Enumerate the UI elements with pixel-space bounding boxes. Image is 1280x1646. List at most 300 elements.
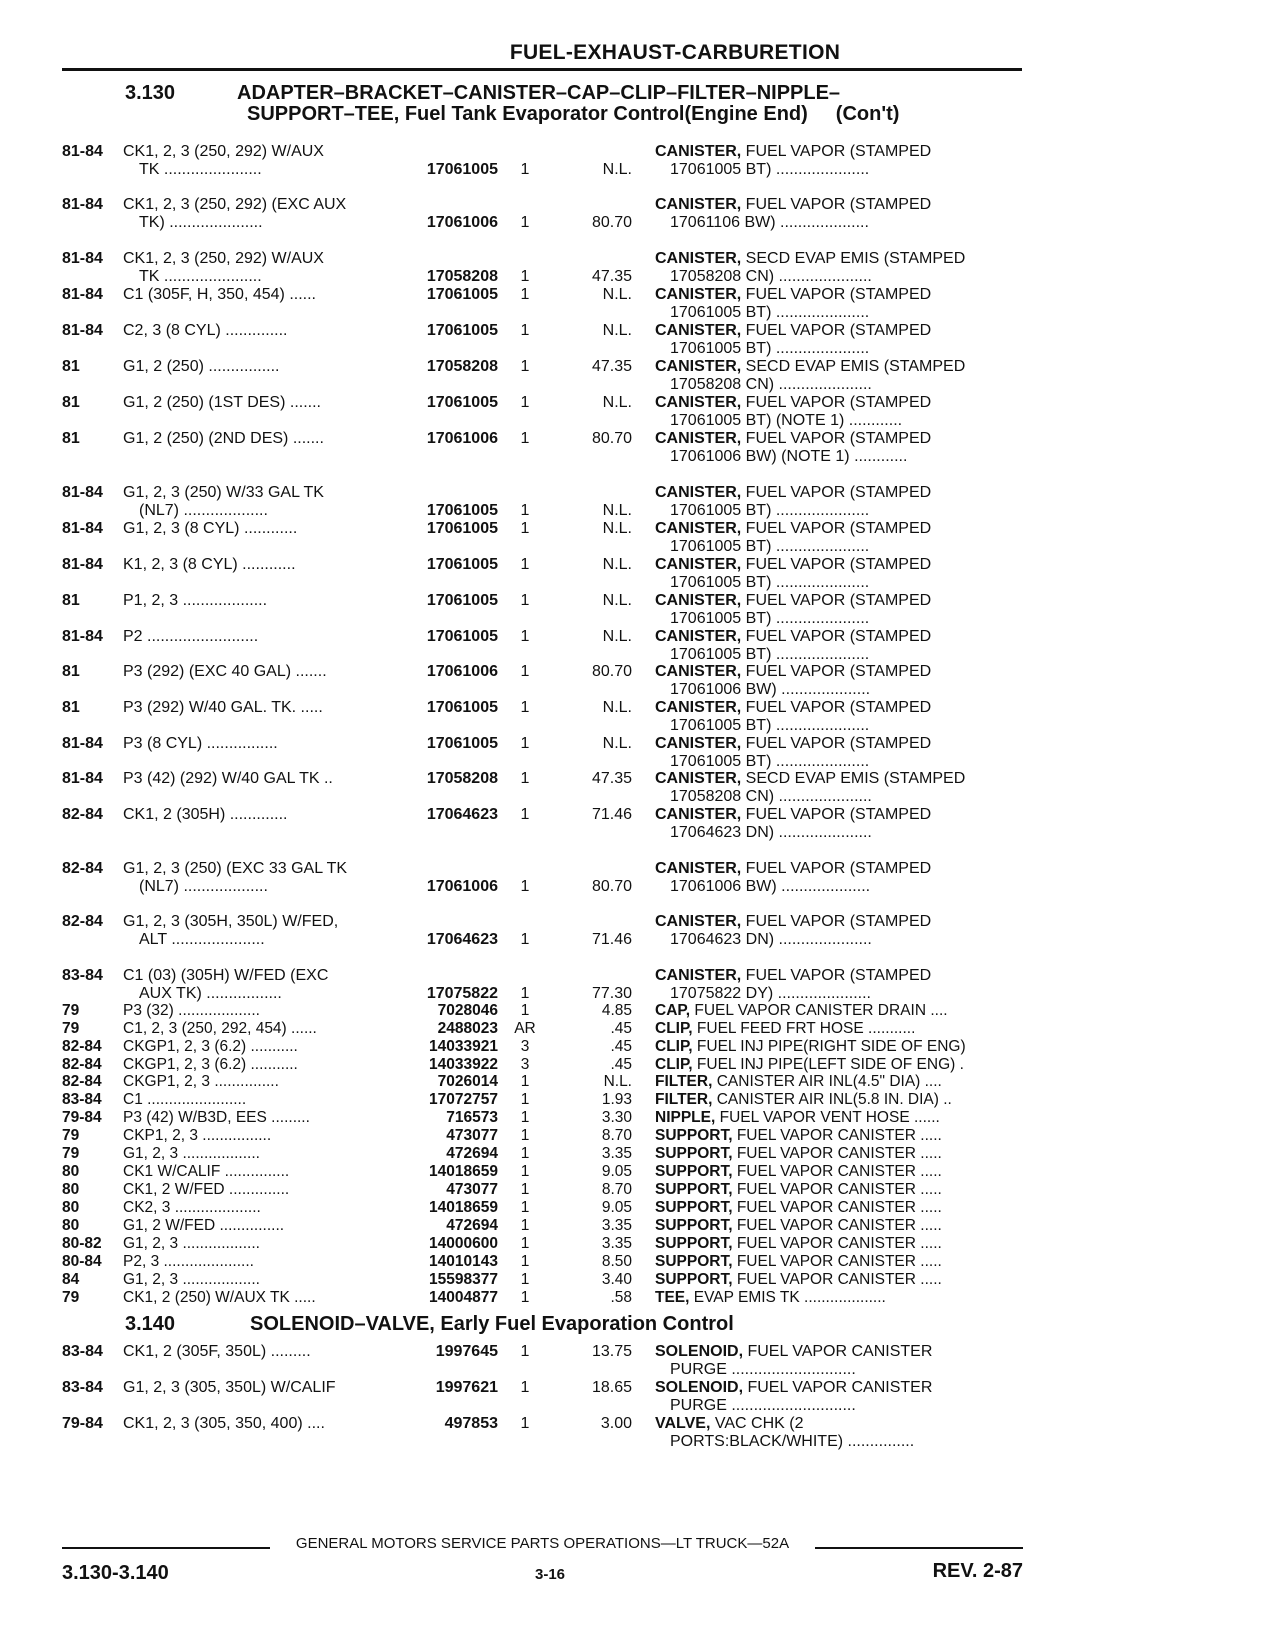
description-keyword: FILTER,	[655, 1091, 713, 1108]
application	[123, 286, 398, 304]
quantity: 1	[520, 322, 530, 339]
description-keyword: CANISTER,	[655, 770, 742, 787]
description	[655, 1379, 1025, 1415]
continued-label: (Con't)	[835, 103, 900, 125]
description-line1	[655, 520, 931, 537]
price: 9.05	[601, 1199, 632, 1216]
description-line2: 17061005 BT) (NOTE 1) ............	[670, 412, 903, 429]
part-number: 17061006	[426, 430, 498, 447]
price: N.L.	[602, 699, 632, 716]
description	[655, 1127, 1025, 1144]
part-number: 17058208	[426, 770, 498, 787]
description-line2: 17061006 BW) ....................	[670, 878, 871, 895]
description-line1	[655, 699, 931, 716]
description-line2: 17061005 BT) .....................	[670, 161, 870, 178]
part-number: 14033921	[429, 1038, 498, 1055]
year-range: 79	[62, 1289, 80, 1306]
description-line1	[655, 735, 931, 752]
year-range: 83-84	[62, 1343, 103, 1360]
description-keyword: CANISTER,	[655, 967, 742, 984]
year-range: 81-84	[62, 484, 103, 501]
description	[655, 250, 1025, 286]
year-range: 80	[62, 1199, 80, 1216]
application-line2: (NL7) ...................	[139, 878, 268, 895]
section-title-line2-text: SUPPORT–TEE, Fuel Tank Evaporator Control(Engine End)	[247, 103, 808, 125]
quantity: 1	[520, 1109, 530, 1126]
description-keyword: SUPPORT,	[655, 1271, 733, 1288]
quantity: 1	[520, 556, 530, 573]
description	[655, 143, 1025, 179]
footer-rule-right	[815, 1547, 1023, 1549]
price: 80.70	[591, 430, 632, 447]
year-range: 82-84	[62, 1038, 102, 1055]
part-number: 17061005	[426, 556, 498, 573]
price: 4.85	[601, 1002, 632, 1019]
description	[655, 1235, 1025, 1252]
description-line1	[655, 1415, 803, 1432]
price: 18.65	[591, 1379, 632, 1396]
quantity: 1	[520, 1002, 530, 1019]
application-line1: G1, 2 (250) ................	[123, 358, 280, 375]
description-line1	[655, 663, 931, 680]
application-line1: C1 (03) (305H) W/FED (EXC	[123, 967, 329, 984]
description-keyword: SUPPORT,	[655, 1127, 733, 1144]
price: .45	[610, 1020, 632, 1037]
description-text: FUEL VAPOR (STAMPED	[741, 592, 932, 609]
description-text: FUEL VAPOR (STAMPED	[741, 520, 932, 537]
application: CK2, 3 ....................	[123, 1199, 261, 1216]
description-keyword: SUPPORT,	[655, 1181, 733, 1198]
price: 80.70	[591, 214, 632, 231]
quantity: 1	[520, 1379, 530, 1396]
application	[123, 913, 398, 949]
application: G1, 2, 3 ..................	[123, 1271, 260, 1288]
year-range: 80-84	[62, 1253, 102, 1270]
year-range: 79	[62, 1002, 80, 1019]
description-text: FUEL VAPOR CANISTER .....	[732, 1145, 942, 1162]
description-line2: 17075822 DY) .....................	[670, 985, 871, 1002]
application: C1, 2, 3 (250, 292, 454) ......	[123, 1020, 317, 1037]
year-range: 81	[62, 358, 80, 375]
application-line1: K1, 2, 3 (8 CYL) ............	[123, 556, 296, 573]
description-text: FUEL VAPOR CANISTER .....	[732, 1163, 942, 1180]
year-range: 81-84	[62, 770, 103, 787]
application	[123, 735, 398, 753]
quantity: 1	[520, 663, 530, 680]
description-keyword: SOLENOID,	[655, 1379, 744, 1396]
description-keyword: CANISTER,	[655, 520, 742, 537]
description-keyword: CANISTER,	[655, 286, 742, 303]
description-line1	[655, 430, 931, 447]
year-range: 82-84	[62, 913, 103, 930]
quantity: 1	[520, 735, 530, 752]
application	[123, 628, 398, 646]
year-range: 81-84	[62, 196, 103, 213]
description-keyword: CANISTER,	[655, 196, 742, 213]
price: 3.40	[601, 1271, 632, 1288]
part-number: 2488023	[437, 1020, 498, 1037]
description-text: FUEL VAPOR CANISTER .....	[732, 1199, 942, 1216]
description-text: FUEL VAPOR (STAMPED	[741, 663, 932, 680]
page-header-title: FUEL-EXHAUST-CARBURETION	[509, 41, 841, 64]
application-line1: P3 (42) (292) W/40 GAL TK ..	[123, 770, 333, 787]
price: N.L.	[603, 1073, 632, 1090]
application-line1: G1, 2 (250) (2ND DES) .......	[123, 430, 324, 447]
description-text: FUEL VAPOR CANISTER .....	[732, 1253, 942, 1270]
price: .45	[610, 1056, 632, 1073]
application-line1: G1, 2, 3 (250) W/33 GAL TK	[123, 484, 324, 501]
application-line2: TK) .....................	[139, 214, 263, 231]
application	[123, 430, 398, 448]
quantity: 3	[520, 1038, 530, 1055]
year-range: 82-84	[62, 1056, 102, 1073]
part-number: 7026014	[437, 1073, 498, 1090]
description-keyword: SUPPORT,	[655, 1163, 733, 1180]
part-number: 17064623	[426, 931, 498, 948]
application	[123, 520, 398, 538]
price: N.L.	[602, 628, 632, 645]
year-range: 80	[62, 1217, 80, 1234]
application-line1: CK1, 2 (305H) .............	[123, 806, 288, 823]
price: N.L.	[602, 502, 632, 519]
footer-publisher: GENERAL MOTORS SERVICE PARTS OPERATIONS—LT TRUCK—52A	[295, 1535, 790, 1552]
quantity: 1	[520, 878, 530, 895]
part-number: 472694	[446, 1145, 498, 1162]
description-line1	[655, 484, 931, 501]
description-keyword: TEE,	[655, 1289, 690, 1306]
description-keyword: CANISTER,	[655, 556, 742, 573]
application-line2: (NL7) ...................	[139, 502, 268, 519]
part-number: 716573	[446, 1109, 498, 1126]
application: CK1, 2 (250) W/AUX TK .....	[123, 1289, 316, 1306]
application-line1: CK1, 2, 3 (250, 292) W/AUX	[123, 250, 324, 267]
description-keyword: SUPPORT,	[655, 1235, 733, 1252]
description	[655, 1073, 1025, 1090]
description-text: FUEL VAPOR CANISTER DRAIN ....	[690, 1002, 948, 1019]
application-line1: CK1, 2, 3 (250, 292) (EXC AUX	[123, 196, 347, 213]
footer-rule-left	[62, 1547, 270, 1549]
description-keyword: CANISTER,	[655, 143, 742, 160]
description-line1	[655, 286, 931, 303]
description-text: CANISTER AIR INL(4.5" DIA) ....	[712, 1073, 942, 1090]
description	[655, 735, 1025, 771]
part-number: 15598377	[429, 1271, 498, 1288]
price: .58	[610, 1289, 632, 1306]
description	[655, 628, 1025, 664]
description-line2: 17061005 BT) .....................	[670, 304, 870, 321]
part-number: 14018659	[429, 1163, 498, 1180]
price: 8.70	[601, 1181, 632, 1198]
part-number: 17058208	[426, 358, 498, 375]
application: CKGP1, 2, 3 (6.2) ...........	[123, 1056, 298, 1073]
year-range: 81-84	[62, 286, 103, 303]
part-number: 17061005	[426, 520, 498, 537]
part-number: 473077	[446, 1127, 498, 1144]
application: CK1 W/CALIF ...............	[123, 1163, 290, 1180]
description-text: FUEL VAPOR (STAMPED	[741, 860, 932, 877]
description-keyword: SOLENOID,	[655, 1343, 744, 1360]
year-range: 79	[62, 1020, 80, 1037]
description-keyword: CANISTER,	[655, 358, 742, 375]
description	[655, 1091, 1025, 1108]
application: G1, 2, 3 ..................	[123, 1235, 260, 1252]
description-line2: 17058208 CN) .....................	[670, 788, 872, 805]
application-line1: P3 (292) W/40 GAL. TK. .....	[123, 699, 323, 716]
year-range: 81-84	[62, 250, 103, 267]
description	[655, 484, 1025, 520]
part-number: 14033922	[429, 1056, 498, 1073]
application-line2: TK ......................	[139, 161, 262, 178]
description-line2: 17058208 CN) .....................	[670, 268, 872, 285]
description-line2: 17061005 BT) .....................	[670, 753, 870, 770]
part-number: 17061005	[426, 699, 498, 716]
year-range: 79	[62, 1145, 80, 1162]
description-line1	[655, 394, 931, 411]
price: N.L.	[602, 592, 632, 609]
description-text: FUEL FEED FRT HOSE ...........	[692, 1020, 916, 1037]
part-number: 17061005	[426, 502, 498, 519]
description-keyword: CANISTER,	[655, 860, 742, 877]
description-line2: 17061006 BW) ....................	[670, 681, 871, 698]
quantity: 1	[520, 268, 530, 285]
quantity: 1	[520, 699, 530, 716]
description-keyword: CLIP,	[655, 1020, 693, 1037]
price: N.L.	[602, 322, 632, 339]
footer-page-number: 3-16	[534, 1566, 566, 1583]
description-text: FUEL VAPOR (STAMPED	[741, 286, 932, 303]
description-line2: 17061005 BT) .....................	[670, 717, 870, 734]
application: CKGP1, 2, 3 (6.2) ...........	[123, 1038, 298, 1055]
quantity: 1	[520, 161, 530, 178]
description-keyword: CANISTER,	[655, 913, 742, 930]
application: CK1, 2 W/FED ..............	[123, 1181, 290, 1198]
description	[655, 663, 1025, 699]
quantity: 1	[520, 1199, 530, 1216]
description-text: FUEL VAPOR CANISTER .....	[732, 1235, 942, 1252]
part-number: 17072757	[429, 1091, 498, 1108]
description	[655, 286, 1025, 322]
description	[655, 967, 1025, 1003]
price: 47.35	[591, 268, 632, 285]
application-line1: G1, 2, 3 (305H, 350L) W/FED,	[123, 913, 339, 930]
part-number: 17061005	[426, 286, 498, 303]
price: 3.00	[600, 1415, 632, 1432]
description-keyword: CANISTER,	[655, 322, 742, 339]
quantity: 1	[520, 985, 530, 1002]
description-keyword: SUPPORT,	[655, 1253, 733, 1270]
description-text: FUEL VAPOR (STAMPED	[741, 556, 932, 573]
quantity: 1	[520, 931, 530, 948]
application	[123, 143, 398, 179]
year-range: 81	[62, 394, 80, 411]
description-line2: PURGE ............................	[670, 1361, 856, 1378]
section-title	[237, 83, 997, 125]
description-line2: 17061005 BT) .....................	[670, 340, 870, 357]
description	[655, 556, 1025, 592]
price: N.L.	[602, 161, 632, 178]
description-text: FUEL VAPOR CANISTER .....	[732, 1181, 942, 1198]
description-line2: 17061005 BT) .....................	[670, 502, 870, 519]
description-keyword: CANISTER,	[655, 484, 742, 501]
price: 1.93	[601, 1091, 632, 1108]
description-line2: 17064623 DN) .....................	[670, 931, 872, 948]
description-line1	[655, 556, 931, 573]
description-text: FUEL VAPOR CANISTER	[743, 1379, 933, 1396]
part-number: 1997645	[435, 1343, 498, 1360]
description-text: FUEL VAPOR CANISTER .....	[732, 1127, 942, 1144]
description-text: FUEL VAPOR (STAMPED	[741, 628, 932, 645]
description-text: FUEL VAPOR (STAMPED	[741, 322, 932, 339]
application	[123, 1415, 398, 1433]
description	[655, 699, 1025, 735]
application-line1: P3 (8 CYL) ................	[123, 735, 278, 752]
description	[655, 394, 1025, 430]
footer-revision: REV. 2-87	[932, 1560, 1023, 1582]
price: N.L.	[602, 520, 632, 537]
description-line1	[655, 913, 931, 930]
application-line1: G1, 2 (250) (1ST DES) .......	[123, 394, 321, 411]
price: 13.75	[591, 1343, 632, 1360]
application-line1: C2, 3 (8 CYL) ..............	[123, 322, 288, 339]
price: 3.30	[601, 1109, 632, 1126]
application	[123, 394, 398, 412]
description	[655, 1289, 1025, 1306]
application	[123, 1379, 398, 1397]
footer-section-range: 3.130-3.140	[62, 1562, 169, 1584]
description	[655, 520, 1025, 556]
application	[123, 250, 398, 286]
application	[123, 967, 398, 1003]
quantity: 1	[520, 1271, 530, 1288]
description-keyword: CANISTER,	[655, 250, 742, 267]
description	[655, 1343, 1025, 1379]
part-number: 17061006	[426, 663, 498, 680]
description-line2: PURGE ............................	[670, 1397, 856, 1414]
part-number: 7028046	[437, 1002, 498, 1019]
part-number: 17061005	[426, 161, 498, 178]
application	[123, 592, 398, 610]
price: 8.70	[601, 1127, 632, 1144]
part-number: 14000600	[429, 1235, 498, 1252]
part-number: 17064623	[426, 806, 498, 823]
quantity: 1	[520, 1253, 530, 1270]
quantity: 1	[520, 1415, 530, 1432]
description-line1	[655, 806, 931, 823]
application: G1, 2 W/FED ...............	[123, 1217, 285, 1234]
year-range: 83-84	[62, 1091, 102, 1108]
description-keyword: CLIP,	[655, 1038, 693, 1055]
price: 71.46	[591, 806, 632, 823]
description-text: FUEL VAPOR VENT HOSE ......	[715, 1109, 940, 1126]
description-text: FUEL VAPOR (STAMPED	[741, 913, 932, 930]
part-number: 472694	[446, 1217, 498, 1234]
description	[655, 1415, 1025, 1451]
quantity: 1	[520, 1091, 530, 1108]
year-range: 80	[62, 1163, 80, 1180]
year-range: 81-84	[62, 556, 103, 573]
description-text: FUEL VAPOR (STAMPED	[741, 430, 932, 447]
price: .45	[610, 1038, 632, 1055]
application-line2: AUX TK) .................	[139, 985, 282, 1002]
quantity: 1	[520, 1289, 530, 1306]
description-keyword: CANISTER,	[655, 663, 742, 680]
part-number: 17061005	[426, 394, 498, 411]
price: 3.35	[601, 1235, 632, 1252]
description-line1	[655, 196, 931, 213]
price: 47.35	[591, 358, 632, 375]
application-line1: CK1, 2 (305F, 350L) .........	[123, 1343, 311, 1360]
description	[655, 1163, 1025, 1180]
application	[123, 322, 398, 340]
description-line1	[655, 143, 931, 160]
application	[123, 770, 398, 788]
part-number: 17061005	[426, 592, 498, 609]
application-line1: P2 .........................	[123, 628, 259, 645]
year-range: 81	[62, 663, 80, 680]
price: 71.46	[591, 931, 632, 948]
quantity: 1	[520, 1127, 530, 1144]
description	[655, 358, 1025, 394]
quantity: 1	[520, 1235, 530, 1252]
quantity: 1	[520, 628, 530, 645]
quantity: 1	[520, 430, 530, 447]
price: N.L.	[602, 394, 632, 411]
price: 77.30	[591, 985, 632, 1002]
year-range: 81-84	[62, 143, 103, 160]
part-number: 14004877	[429, 1289, 498, 1306]
part-number: 17061005	[426, 322, 498, 339]
year-range: 81-84	[62, 322, 103, 339]
description-line2: 17064623 DN) .....................	[670, 824, 872, 841]
price: 80.70	[591, 878, 632, 895]
description	[655, 1109, 1025, 1126]
description-text: FUEL INJ PIPE(LEFT SIDE OF ENG) .	[692, 1056, 964, 1073]
application-line1: G1, 2, 3 (250) (EXC 33 GAL TK	[123, 860, 348, 877]
quantity: 1	[520, 806, 530, 823]
section-title: SOLENOID–VALVE, Early Fuel Evaporation Control	[250, 1313, 734, 1335]
application-line1: CK1, 2, 3 (250, 292) W/AUX	[123, 143, 324, 160]
application-line2: ALT .....................	[139, 931, 265, 948]
description-line1	[655, 967, 931, 984]
quantity: 1	[520, 358, 530, 375]
application	[123, 663, 398, 681]
description-keyword: CLIP,	[655, 1056, 693, 1073]
description-keyword: CANISTER,	[655, 394, 742, 411]
description	[655, 1056, 1025, 1073]
description	[655, 1002, 1025, 1019]
application-line1: G1, 2, 3 (8 CYL) ............	[123, 520, 298, 537]
description	[655, 770, 1025, 806]
quantity: 1	[520, 502, 530, 519]
description-line1	[655, 592, 931, 609]
quantity: 1	[520, 214, 530, 231]
section-number: 3.140	[125, 1313, 176, 1335]
description-line1	[655, 358, 965, 375]
description-line2: PORTS:BLACK/WHITE) ...............	[670, 1433, 915, 1450]
description-keyword: CANISTER,	[655, 592, 742, 609]
description-text: FUEL VAPOR (STAMPED	[741, 735, 932, 752]
application-line1: G1, 2, 3 (305, 350L) W/CALIF	[123, 1379, 336, 1396]
price: 47.35	[591, 770, 632, 787]
application	[123, 358, 398, 376]
description-text: FUEL VAPOR (STAMPED	[741, 699, 932, 716]
application: CKGP1, 2, 3 ...............	[123, 1073, 279, 1090]
application-line1: C1 (305F, H, 350, 454) ......	[123, 286, 316, 303]
description-keyword: CANISTER,	[655, 806, 742, 823]
application: P3 (42) W/B3D, EES .........	[123, 1109, 310, 1126]
description-text: FUEL VAPOR (STAMPED	[741, 394, 932, 411]
year-range: 80-82	[62, 1235, 102, 1252]
